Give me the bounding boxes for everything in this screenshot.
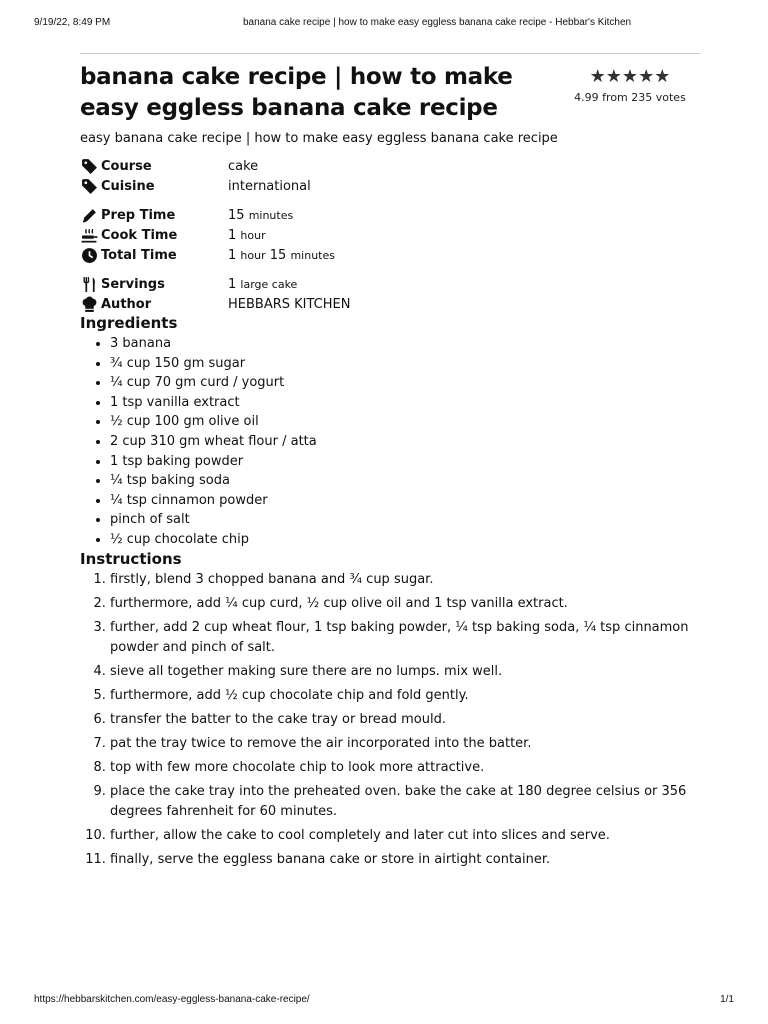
meta-prep-time <box>80 205 700 225</box>
print-page-title: banana cake recipe | how to make easy eggless banana cake recipe - Hebbar's Kitchen <box>243 17 632 28</box>
header-divider <box>80 53 700 54</box>
instruction-step: 3. further, add 2 cup wheat flour, 1 tsp baking powder, ¼ tsp baking soda, ¼ tsp cinnamon powder and pinch of salt. <box>110 618 700 658</box>
instruction-step: 9. place the cake tray into the preheated oven. bake the cake at 180 degree celsius or 356 degrees fahrenheit for 60 minutes. <box>110 782 700 822</box>
meta-course <box>80 156 700 176</box>
ingredient-item: • ½ cup 100 gm olive oil <box>110 412 700 432</box>
instruction-step: 1. firstly, blend 3 chopped banana and ¾ cup sugar. <box>110 570 700 590</box>
recipe-rating[interactable] <box>570 68 690 104</box>
chef-hat-icon <box>80 295 98 313</box>
clock-icon <box>80 246 98 264</box>
ingredient-item: • ¾ cup 150 gm sugar <box>110 354 700 374</box>
ingredient-item: • 1 tsp baking powder <box>110 452 700 472</box>
recipe-meta <box>80 156 700 314</box>
print-url[interactable]: https://hebbarskitchen.com/easy-eggless-banana-cake-recipe/ <box>34 994 310 1005</box>
tag-icon <box>80 177 98 195</box>
tag-icon <box>80 157 98 175</box>
meta-value: 1 hour <box>228 227 266 243</box>
instruction-step: 7. pat the tray twice to remove the air incorporated into the batter. <box>110 734 700 754</box>
ingredient-item: • ¼ cup 70 gm curd / yogurt <box>110 373 700 393</box>
cooking-pan-icon <box>80 226 98 244</box>
meta-servings <box>80 274 700 294</box>
ingredient-item: • ¼ tsp baking soda <box>110 471 700 491</box>
meta-label: Author <box>101 296 152 312</box>
meta-label: Course <box>101 158 152 174</box>
meta-total-time <box>80 245 700 265</box>
recipe-title: banana cake recipe | how to make easy eggless banana cake recipe <box>80 64 513 121</box>
page-number: 1/1 <box>720 994 734 1005</box>
ingredient-item: • ¼ tsp cinnamon powder <box>110 491 700 511</box>
instructions-heading: Instructions <box>80 549 182 568</box>
instruction-step: 6. transfer the batter to the cake tray or bread mould. <box>110 710 700 730</box>
instruction-step: 8. top with few more chocolate chip to look more attractive. <box>110 758 700 778</box>
meta-value: cake <box>228 158 259 174</box>
knife-icon <box>80 206 98 224</box>
rating-summary: 4.99 from 235 votes <box>574 91 686 104</box>
print-datetime: 9/19/22, 8:49 PM <box>34 17 111 28</box>
recipe-card <box>80 62 700 874</box>
ingredient-item: • 3 banana <box>110 334 700 354</box>
ingredient-item: • ½ cup chocolate chip <box>110 530 700 550</box>
instructions-list <box>80 570 700 870</box>
instruction-step: 10. further, allow the cake to cool completely and later cut into slices and serve. <box>110 826 700 846</box>
instruction-step: 5. furthermore, add ½ cup chocolate chip and fold gently. <box>110 686 700 706</box>
meta-cook-time <box>80 225 700 245</box>
meta-value: international <box>228 178 311 194</box>
meta-cuisine <box>80 176 700 196</box>
meta-author <box>80 294 700 314</box>
meta-label: Cook Time <box>101 227 178 243</box>
meta-label: Total Time <box>101 247 177 263</box>
rating-stars-icon[interactable]: ★★★★★ <box>589 66 671 87</box>
instruction-step: 2. furthermore, add ¼ cup curd, ½ cup olive oil and 1 tsp vanilla extract. <box>110 594 700 614</box>
recipe-summary: easy banana cake recipe | how to make easy eggless banana cake recipe <box>80 131 558 146</box>
meta-label: Servings <box>101 276 165 292</box>
meta-label: Prep Time <box>101 207 176 223</box>
ingredient-item: • pinch of salt <box>110 510 700 530</box>
cutlery-icon <box>80 275 98 293</box>
instruction-step: 11. finally, serve the eggless banana cake or store in airtight container. <box>110 850 700 870</box>
ingredients-heading: Ingredients <box>80 314 178 332</box>
ingredient-item: • 1 tsp vanilla extract <box>110 393 700 413</box>
meta-value: HEBBARS KITCHEN <box>228 296 351 312</box>
meta-value: 1 large cake <box>228 276 298 292</box>
meta-label: Cuisine <box>101 178 155 194</box>
ingredient-item: • 2 cup 310 gm wheat flour / atta <box>110 432 700 452</box>
meta-value: 15 minutes <box>228 207 294 223</box>
instruction-step: 4. sieve all together making sure there are no lumps. mix well. <box>110 662 700 682</box>
ingredients-list <box>80 334 700 550</box>
meta-value: 1 hour 15 minutes <box>228 247 335 263</box>
